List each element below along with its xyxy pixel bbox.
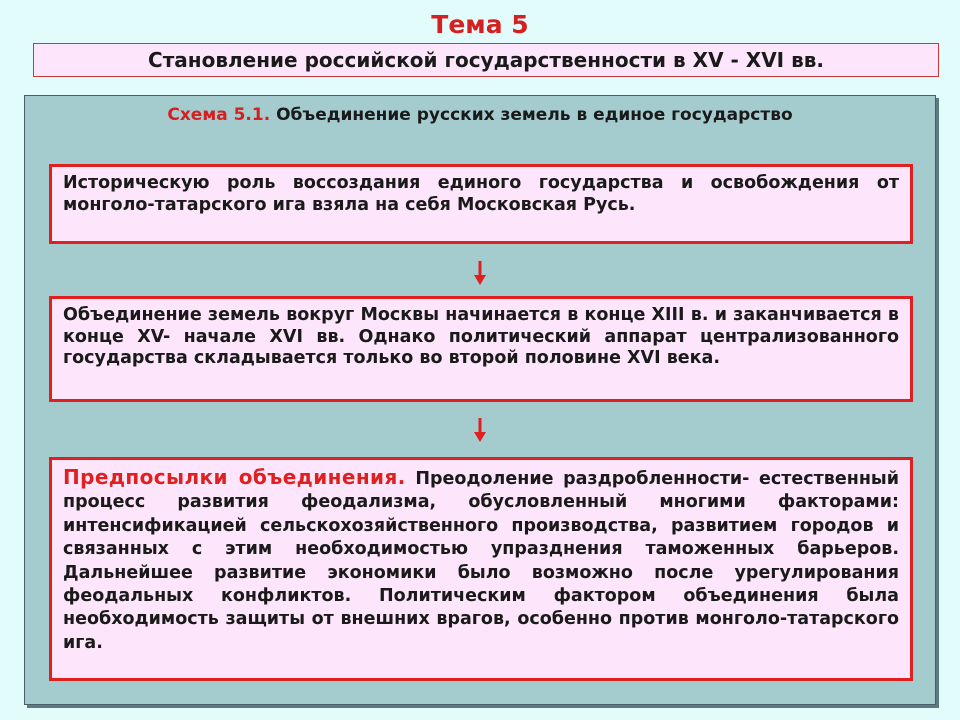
arrow-down-icon (472, 417, 488, 443)
prerequisites-heading: Предпосылки объединения. (63, 465, 406, 489)
info-box-prerequisites (49, 457, 913, 681)
scheme-label: Схема 5.1. (167, 105, 271, 125)
scheme-title (0, 105, 960, 126)
arrow-down-icon (472, 260, 488, 286)
info-box-role-text: Историческую роль воссоздания единого государства и освобождения от монголо-татарского ига взяла на себя Московская Русь. (63, 173, 899, 215)
subtitle-box (33, 43, 939, 77)
topic-title: Тема 5 (431, 10, 529, 39)
scheme-title-text: Объединение русских земель в единое государство (276, 105, 793, 125)
info-box-role (49, 164, 913, 244)
subtitle-text: Становление российской государственности в XV - XVI вв. (148, 48, 824, 72)
prerequisites-text: Преодоление раздробленности- естественный процесс развития феодализма, обусловленный многими факторами: интенсификацией сельскохозяйственного производства, развитием городов и связанных с этим необходимостью упразднения таможенных барьеров. Дальнейшее развитие экономики было возможно после урегулирования феодальных конфликтов. Политическим фактором объединения была необходимость защиты от внешних врагов, особенно против монголо-татарского ига. (63, 469, 899, 653)
info-box-unification-text: Объединение земель вокруг Москвы начинается в конце XIII в. и заканчивается в конце XV- начале XVI вв. Однако политический аппарат централизованного государства складывается только во второй половине XVI века. (63, 305, 899, 368)
info-box-unification (49, 296, 913, 402)
